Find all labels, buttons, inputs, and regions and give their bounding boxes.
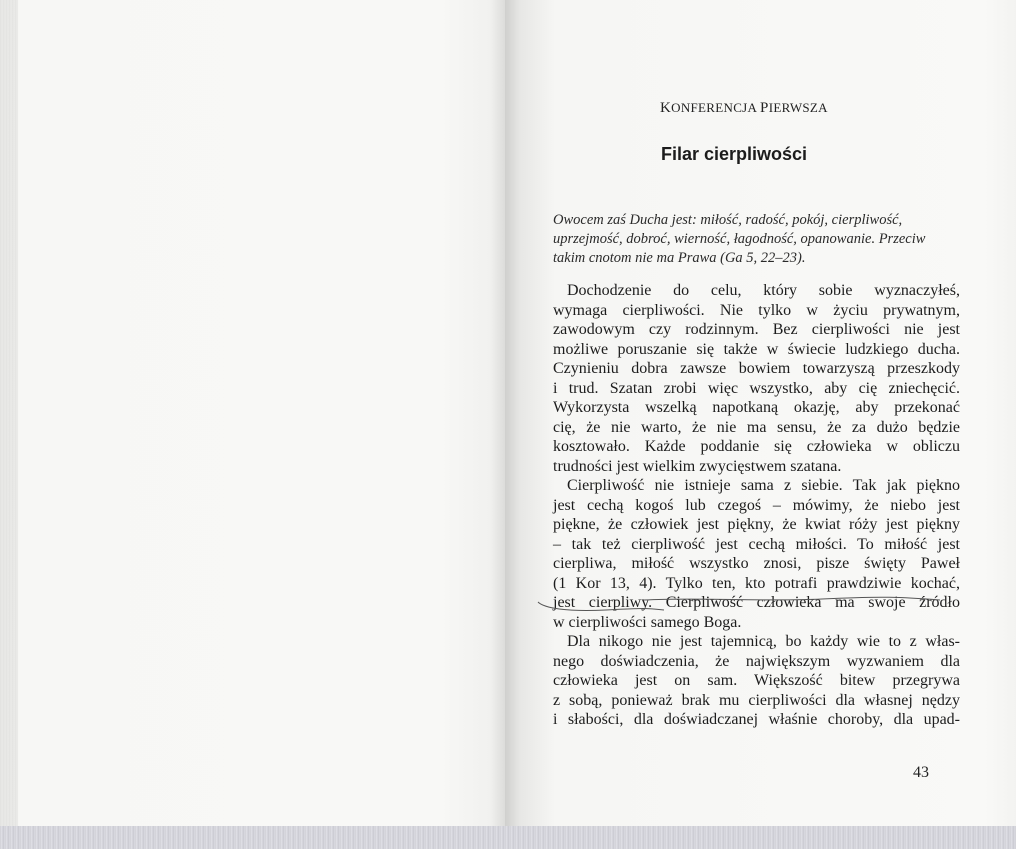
body-line: cię, że nie warto, że nie ma sensu, że za dużo będzie (553, 418, 960, 436)
page-edges (0, 0, 18, 826)
body-line: piękne, że człowiek jest piękny, że kwiat róży jest piękny (553, 516, 960, 533)
chapter-title: Filar cierpliwości (661, 144, 808, 164)
body-text (553, 281, 960, 730)
running-head-initial: K (660, 100, 672, 116)
running-head-word2: IERWSZA (768, 100, 828, 115)
running-head (660, 100, 860, 117)
epigraph-line: takim cnotom nie ma Prawa (Ga 5, 22–23). (553, 250, 806, 266)
body-line: nego doświadczenia, że największym wyzwaniem dla (553, 652, 960, 670)
body-line: i trud. Szatan zrobi więc wszystko, aby cię zniechęcić. (553, 379, 960, 397)
body-line: trudności jest wielkim zwycięstwem szatana. (553, 457, 842, 475)
body-line: jest cierpliwy. Cierpliwość człowieka ma swoje źródło (553, 594, 960, 611)
body-line: w cierpliwości samego Boga. (553, 613, 742, 631)
epigraph-line: Owocem zaś Ducha jest: miłość, radość, pokój, cierpliwość, (553, 212, 903, 228)
body-line: wymaga cierpliwości. Nie tylko w życiu prywatnym, (553, 301, 960, 319)
body-line: jest cechą kogoś lub czegoś – mówimy, że niebo jest (553, 496, 960, 514)
epigraph-line: uprzejmość, dobroć, wierność, łagodność, opanowanie. Przeciw (553, 231, 926, 247)
body-line: Czynieniu dobra zawsze bowiem towarzyszą przeszkody (553, 360, 960, 377)
body-line: zawodowym czy rodzinnym. Bez cierpliwości nie jest (553, 321, 960, 338)
body-line: i słabości, dla doświadczanej właśnie choroby, dla upad- (553, 711, 960, 728)
body-line: – tak też cierpliwość jest cechą miłości. To miłość jest (553, 535, 960, 553)
left-page-blank (0, 0, 505, 826)
body-line: człowieka jest on sam. Większość bitew przegrywa (553, 672, 960, 689)
page-number: 43 (913, 764, 929, 781)
body-line: Cierpliwość nie istnieje sama z siebie. Tak jak piękno (567, 477, 960, 494)
pencil-underline-curve (536, 598, 666, 622)
pencil-underline (642, 594, 942, 606)
body-line: kosztowało. Każde poddanie się człowieka w obliczu (553, 438, 960, 455)
body-line: możliwe poruszanie się także w świecie ludzkiego ducha. (553, 340, 960, 358)
body-line: Dla nikogo nie jest tajemnicą, bo każdy wie to z włas- (567, 633, 960, 650)
body-line: cierpliwa, miłość wszystko znosi, pisze święty Paweł (553, 555, 960, 572)
body-line: Dochodzenie do celu, który sobie wyznaczyłeś, (567, 282, 960, 299)
body-line: z sobą, ponieważ brak mu cierpliwości dla własnej nędzy (553, 691, 960, 709)
body-line: (1 Kor 13, 4). Tylko ten, kto potrafi prawdziwie kochać, (553, 574, 960, 592)
running-head-word1: ONFERENCJA (671, 100, 761, 115)
scan-bottom-edge (0, 826, 1016, 849)
body-line: Wykorzysta wszelką napotkaną okazję, aby przekonać (553, 399, 960, 416)
running-head-initial2: P (760, 100, 769, 116)
epigraph (553, 211, 958, 268)
